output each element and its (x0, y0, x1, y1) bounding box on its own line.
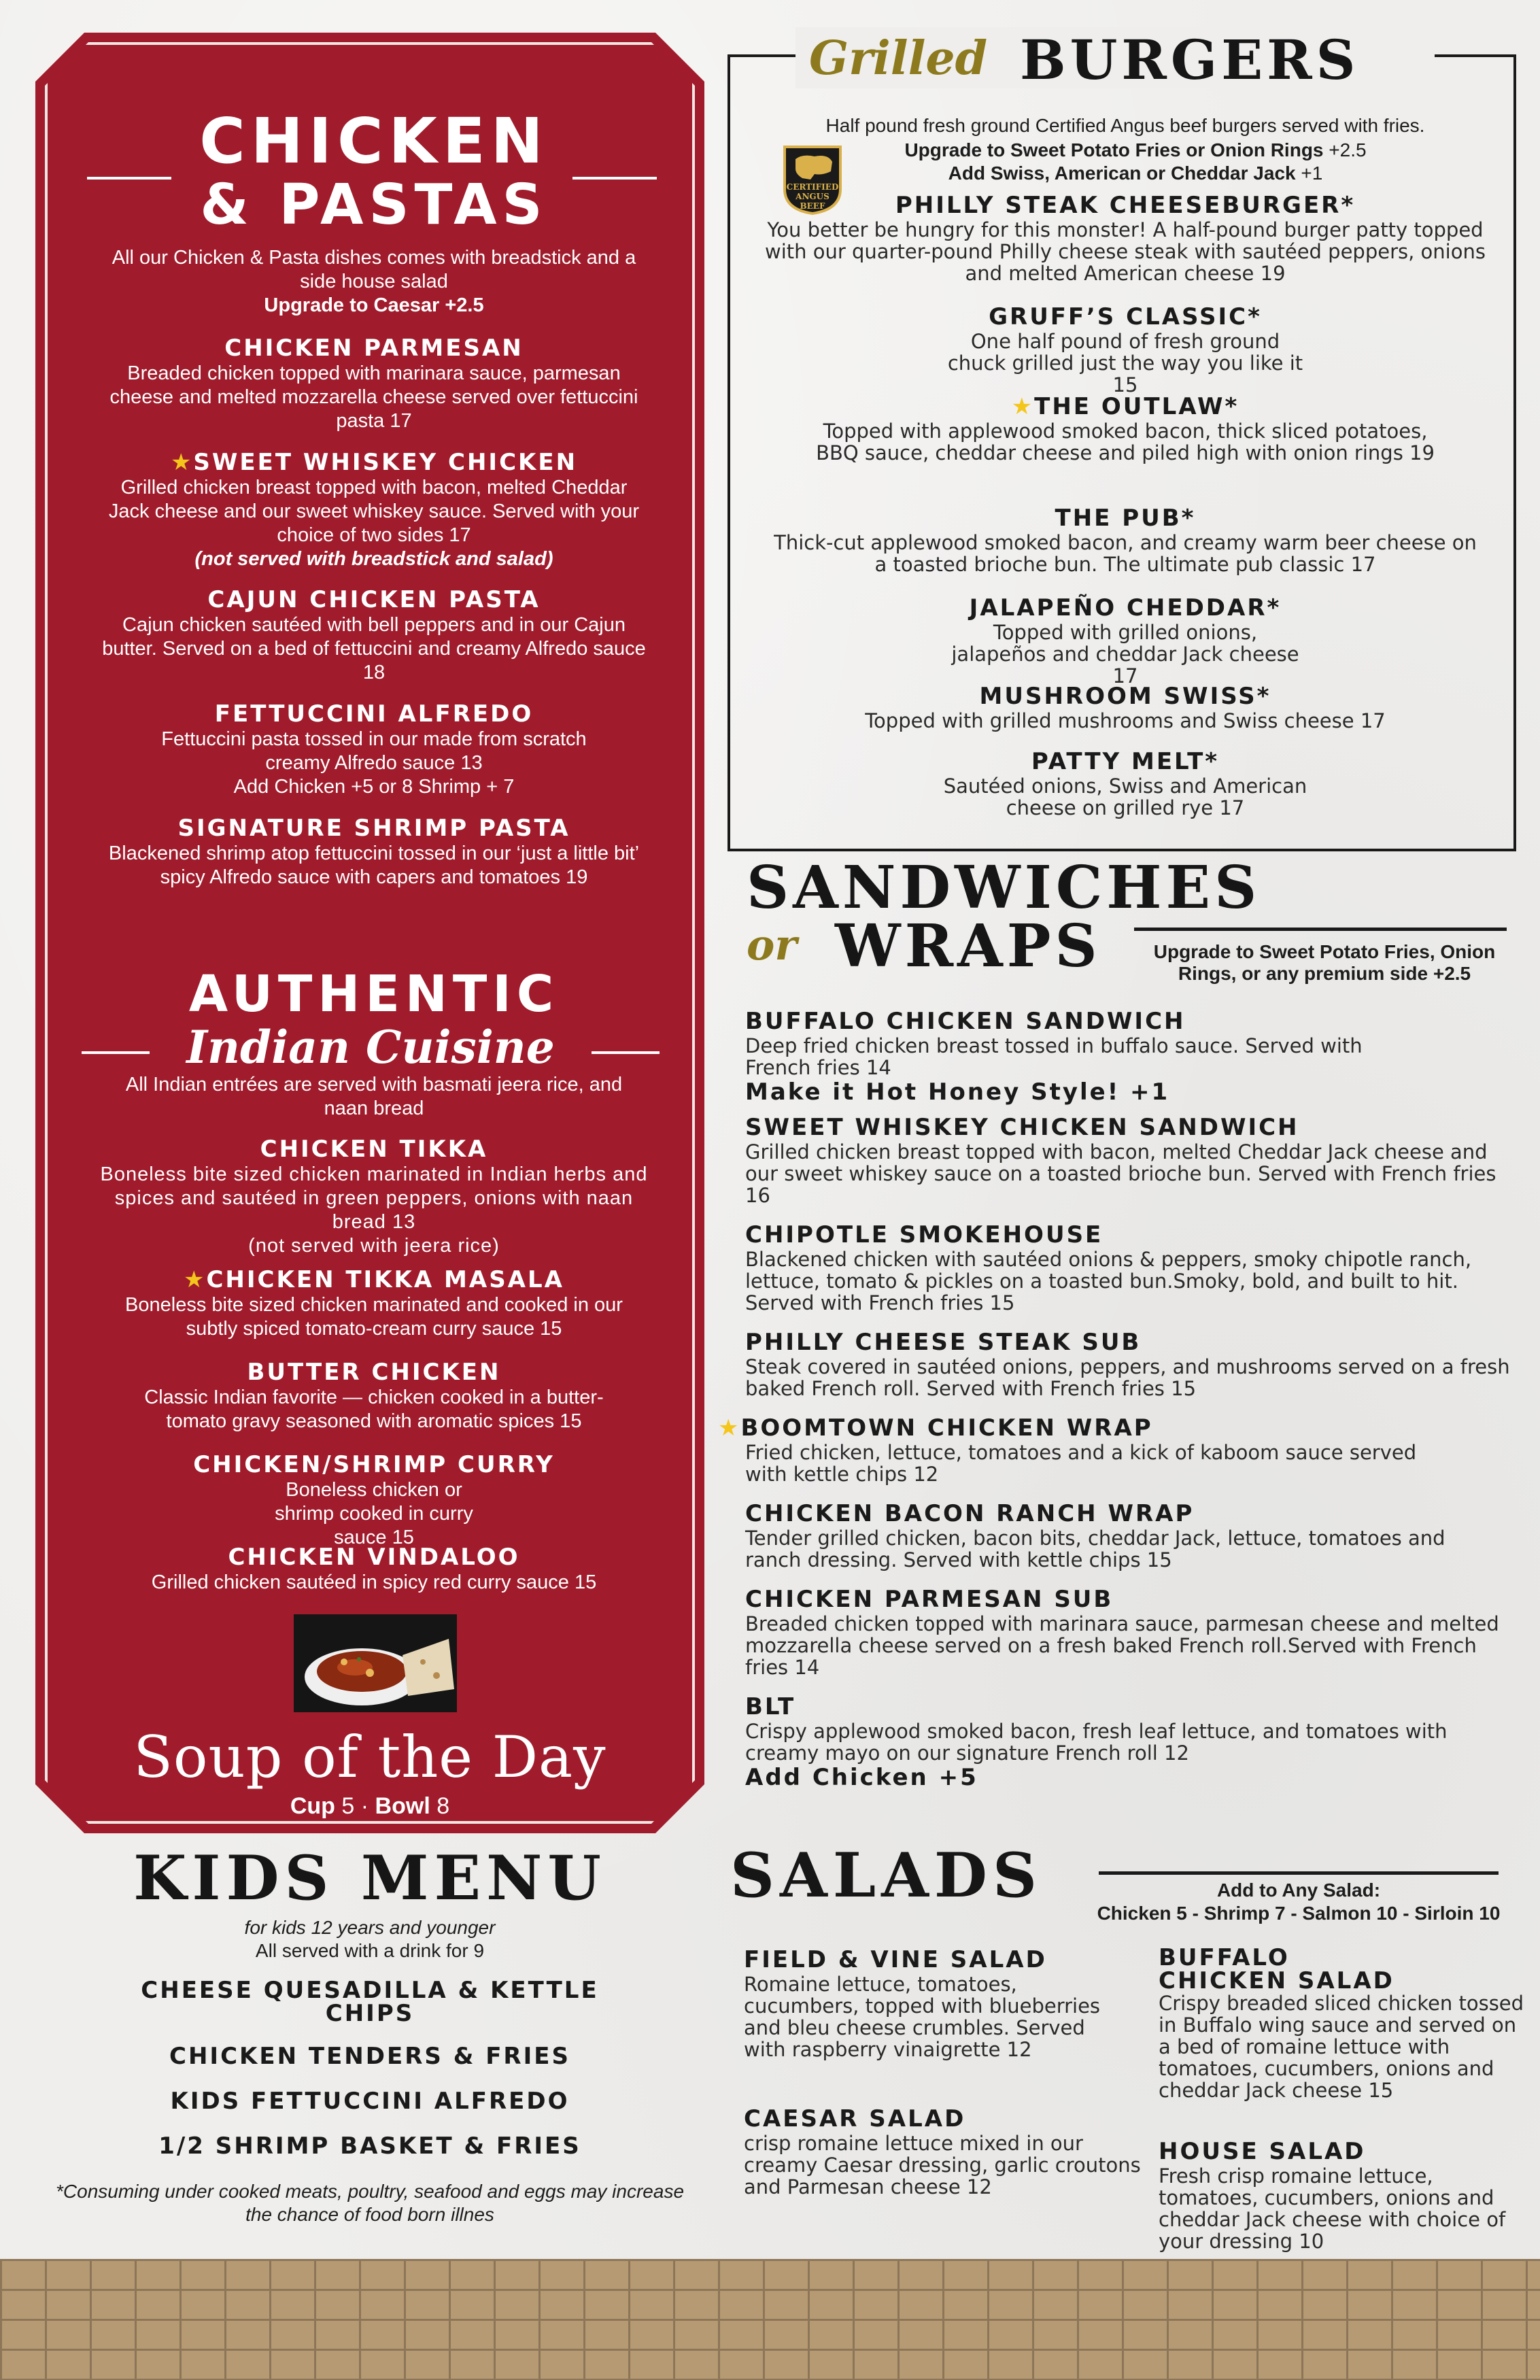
caesar-upgrade: Upgrade to Caesar +2.5 (264, 294, 484, 316)
item-name: BOOMTOWN CHICKEN WRAP (740, 1414, 1153, 1442)
burgers-title: BURGERS (1020, 28, 1360, 92)
item-desc: Boneless chicken or shrimp cooked in curry sauce 15 (275, 1479, 473, 1548)
star-icon: ★ (1011, 393, 1035, 420)
item-name: CHICKEN PARMESAN SUB (745, 1586, 1114, 1613)
item-desc: Grilled chicken breast topped with bacon, melted Cheddar Jack cheese and our sweet whiskey sauce. Served with your choice of two sides 17 (108, 477, 640, 546)
price-separator: · (360, 1793, 369, 1819)
menu-item (755, 393, 1496, 464)
item-name: PATTY MELT* (1031, 748, 1220, 775)
kids-item: KIDS FETTUCCINI ALFREDO (170, 2088, 570, 2115)
menu-item (1159, 2138, 1526, 2252)
item-name: THE PUB* (1055, 505, 1196, 532)
menu-item (745, 1586, 1520, 1678)
menu-item (745, 1500, 1520, 1571)
item-name: SWEET WHISKEY CHICKEN (193, 449, 578, 476)
add-price: +1 (1301, 163, 1323, 184)
item-name: SIGNATURE SHRIMP PASTA (177, 815, 570, 842)
bowl-label: Bowl (375, 1793, 430, 1819)
menu-item (755, 505, 1496, 575)
item-desc: Romaine lettuce, tomatoes, cucumbers, topped with blueberries and bleu cheese crumbles. Served with raspberry vinaigrette 12 (744, 1973, 1101, 2061)
menu-item (82, 1266, 666, 1341)
logo-text-top: CERTIFIED (786, 182, 839, 192)
sandwiches-upgrade: Upgrade to Sweet Potato Fries, Onion Rings, or any premium side +2.5 (1153, 941, 1496, 984)
item-name: CHICKEN TIKKA MASALA (206, 1266, 564, 1293)
brick-wall-border (0, 2259, 1540, 2380)
item-name: CHICKEN/SHRIMP CURRY (193, 1451, 555, 1478)
sandwiches-title: SANDWICHES (747, 853, 1261, 922)
item-name: SWEET WHISKEY CHICKEN SANDWICH (745, 1114, 1299, 1141)
salads-title: SALADS (730, 1839, 1042, 1911)
item-desc: Topped with applewood smoked bacon, thick sliced potatoes, BBQ sauce, cheddar cheese and piled high with onion rings 19 (816, 420, 1435, 464)
kids-item: CHICKEN TENDERS & FRIES (169, 2043, 570, 2070)
cup-label: Cup (290, 1793, 335, 1819)
item-name: CHICKEN PARMESAN (224, 335, 524, 362)
item-desc: Topped with grilled mushrooms and Swiss cheese 17 (865, 709, 1386, 732)
indian-rule-left (82, 1051, 150, 1054)
food-safety-disclaimer: *Consuming under cooked meats, poultry, seafood and eggs may increase the chance of food born illnes (56, 2181, 685, 2225)
cup-price: 5 (341, 1793, 355, 1819)
item-name: CAESAR SALAD (744, 2105, 966, 2132)
menu-item (745, 1693, 1520, 1791)
item-desc: Fried chicken, lettuce, tomatoes and a kick of kaboom sauce served with kettle chips 12 (745, 1441, 1417, 1486)
item-desc: Sautéed onions, Swiss and American cheese on grilled rye 17 (943, 775, 1307, 819)
item-name: FIELD & VINE SALAD (744, 1946, 1047, 1973)
menu-item (755, 192, 1496, 284)
burgers-intro: Half pound fresh ground Certified Angus beef burgers served with fries. (825, 115, 1425, 136)
menu-item (755, 303, 1496, 396)
menu-item (745, 1008, 1520, 1106)
menu-item (745, 1221, 1520, 1314)
menu-item (755, 683, 1496, 732)
menu-item (1159, 1946, 1526, 2101)
item-name: CHICKEN VINDALOO (228, 1544, 520, 1571)
item-note: (not served with breadstick and salad) (194, 548, 553, 570)
item-name: CHIPOTLE SMOKEHOUSE (745, 1221, 1103, 1248)
chicken-pastas-title-line2: & PASTAS (200, 173, 548, 237)
item-name: GRUFF’S CLASSIC* (989, 303, 1262, 330)
salads-rule (1099, 1871, 1499, 1875)
salad-addons-title: Add to Any Salad: (1216, 1880, 1381, 1901)
item-desc: Topped with grilled onions, jalapeños and cheddar Jack cheese 17 (951, 621, 1299, 687)
star-icon: ★ (718, 1414, 741, 1442)
item-name: JALAPEÑO CHEDDAR* (969, 594, 1282, 622)
kids-sub2: All served with a drink for 9 (255, 1940, 485, 1961)
kids-item: 1/2 SHRIMP BASKET & FRIES (158, 2132, 581, 2160)
menu-item (745, 1329, 1520, 1399)
item-name: BUFFALO CHICKEN SANDWICH (745, 1008, 1186, 1035)
item-desc: Boneless bite sized chicken marinated in Indian herbs and spices and sautéed in green peppers, onions with naan bread 13 (100, 1163, 648, 1233)
item-desc: Deep fried chicken breast tossed in buffalo sauce. Served with French fries 14 (745, 1034, 1363, 1079)
item-desc: You better be hungry for this monster! A half-pound burger patty topped with our quarter-pound Philly cheese steak with sautéed peppers, onions and melted American cheese 19 (765, 218, 1486, 285)
item-name: HOUSE SALAD (1159, 2138, 1366, 2165)
item-desc: crisp romaine lettuce mixed in our creamy Caesar dressing, garlic croutons and Parmesan cheese 12 (744, 2132, 1141, 2198)
item-desc: Grilled chicken sautéed in spicy red curry sauce 15 (151, 1571, 597, 1593)
menu-item (82, 1136, 666, 1258)
item-extra: Add Chicken +5 (745, 1764, 978, 1791)
indian-intro: All Indian entrées are served with basmati jeera rice, and naan bread (125, 1074, 623, 1119)
menu-item (744, 2105, 1145, 2198)
menu-item (755, 748, 1496, 819)
item-desc: Thick-cut applewood smoked bacon, and creamy warm beer cheese on a toasted brioche bun. The ultimate pub classic 17 (774, 531, 1477, 576)
item-desc: Cajun chicken sautéed with bell peppers and in our Cajun butter. Served on a bed of fettuccini and creamy Alfredo sauce 18 (102, 614, 646, 683)
menu-item (755, 594, 1496, 687)
menu-item (82, 335, 666, 433)
soup-title: Soup of the Day (133, 1724, 606, 1790)
indian-script-title: Indian Cuisine (186, 1021, 555, 1074)
item-desc: Crispy breaded sliced chicken tossed in Buffalo wing sauce and served on a bed of romaine lettuce with tomatoes, cucumbers, onions and cheddar Jack cheese 15 (1159, 1992, 1524, 2102)
burgers-add-cheese (775, 162, 1496, 185)
soup-prices (42, 1792, 698, 1820)
item-name: BUTTER CHICKEN (247, 1359, 501, 1386)
menu-item (82, 1544, 666, 1595)
item-name-line1: BUFFALO (1159, 1944, 1290, 1971)
item-desc: One half pound of fresh ground chuck grilled just the way you like it 15 (947, 330, 1303, 396)
add-text: Add Swiss, American or Cheddar Jack (948, 163, 1296, 184)
bowl-price: 8 (437, 1793, 450, 1819)
burgers-upgrade (775, 139, 1496, 162)
burgers-script: Grilled (809, 31, 988, 86)
menu-item (82, 449, 666, 571)
menu-item (82, 1359, 666, 1433)
item-name: MUSHROOM SWISS* (979, 683, 1271, 710)
item-name: FETTUCCINI ALFREDO (214, 700, 534, 728)
item-name: PHILLY CHEESE STEAK SUB (745, 1329, 1142, 1356)
item-desc: Breaded chicken topped with marinara sauce, parmesan cheese and melted mozzarella cheese served over fettuccini pasta 17 (109, 362, 638, 432)
item-extra: Add Chicken +5 or 8 Shrimp + 7 (233, 776, 515, 798)
indian-rule-right (592, 1051, 660, 1054)
item-name: CHICKEN BACON RANCH WRAP (745, 1500, 1195, 1527)
wraps-rule (1134, 928, 1507, 931)
item-name: BLT (745, 1693, 796, 1720)
indian-title: AUTHENTIC (188, 965, 560, 1023)
item-name: PHILLY STEAK CHEESEBURGER* (895, 192, 1356, 219)
menu-item (745, 1114, 1520, 1206)
item-name: THE OUTLAW* (1034, 393, 1239, 420)
upgrade-text: Upgrade to Sweet Potato Fries or Onion Rings (904, 139, 1324, 160)
curry-dish-photo (294, 1614, 457, 1712)
item-desc: Fettuccini pasta tossed in our made from scratch creamy Alfredo sauce 13 (161, 728, 587, 774)
menu-item (82, 586, 666, 685)
item-desc: Steak covered in sautéed onions, peppers, and mushrooms served on a fresh baked French roll. Served with French fries 15 (745, 1355, 1510, 1400)
item-desc: Boneless bite sized chicken marinated and cooked in our subtly spiced tomato-cream curry sauce 15 (125, 1294, 623, 1340)
menu-item (82, 700, 666, 799)
item-desc: Grilled chicken breast topped with bacon, melted Cheddar Jack cheese and our sweet whiskey sauce on a toasted brioche bun. Served with French fries 16 (745, 1140, 1496, 1207)
menu-item (82, 815, 666, 889)
menu-item (82, 1451, 666, 1550)
star-icon: ★ (184, 1266, 207, 1293)
menu-item (744, 1946, 1125, 2060)
logo-text-bottom: ANGUS BEEF (795, 192, 829, 211)
item-desc: Classic Indian favorite — chicken cooked in a butter-tomato gravy seasoned with aromatic spices 15 (144, 1387, 604, 1432)
sandwiches-script-or: or (747, 920, 798, 970)
wraps-title: WRAPS (835, 912, 1101, 981)
item-desc: Blackened chicken with sautéed onions & peppers, smoky chipotle ranch, lettuce, tomato & pickles on a toasted bun.Smoky, bold, and built to hit. Served with French fries 15 (745, 1248, 1472, 1314)
item-desc: Crispy applewood smoked bacon, fresh leaf lettuce, and tomatoes with creamy mayo on our signature French roll 12 (745, 1720, 1448, 1765)
item-name: CAJUN CHICKEN PASTA (207, 586, 541, 613)
item-desc: Tender grilled chicken, bacon bits, cheddar Jack, lettuce, tomatoes and ranch dressing. Served with kettle chips 15 (745, 1527, 1445, 1571)
upgrade-price: +2.5 (1329, 139, 1367, 160)
kids-sub1: for kids 12 years and younger (244, 1917, 496, 1938)
kids-menu-title: KIDS MENU (133, 1842, 606, 1914)
kids-item: CHEESE QUESADILLA & KETTLE CHIPS (141, 1977, 599, 2027)
menu-item (718, 1414, 1520, 1485)
chicken-pastas-intro: All our Chicken & Pasta dishes comes with breadstick and a side house salad (112, 247, 636, 292)
item-name-line2: CHICKEN SALAD (1159, 1967, 1394, 1994)
item-desc: Breaded chicken topped with marinara sauce, parmesan cheese and melted mozzarella cheese served on a fresh baked French roll.Served with French fries 14 (745, 1612, 1499, 1679)
item-extra: Make it Hot Honey Style! +1 (745, 1078, 1170, 1106)
salad-addons-list: Chicken 5 - Shrimp 7 - Salmon 10 - Sirloin 10 (1097, 1903, 1501, 1924)
star-icon: ★ (170, 449, 194, 476)
item-note: (not served with jeera rice) (248, 1235, 500, 1257)
item-name: CHICKEN TIKKA (260, 1136, 488, 1163)
chicken-pastas-title-line1: CHICKEN (199, 105, 549, 177)
item-desc: Blackened shrimp atop fettuccini tossed in our ‘just a little bit’ spicy Alfredo sauce with capers and tomatoes 19 (108, 843, 640, 888)
item-desc: Fresh crisp romaine lettuce, tomatoes, cucumbers, onions and cheddar Jack cheese with choice of your dressing 10 (1159, 2164, 1506, 2253)
